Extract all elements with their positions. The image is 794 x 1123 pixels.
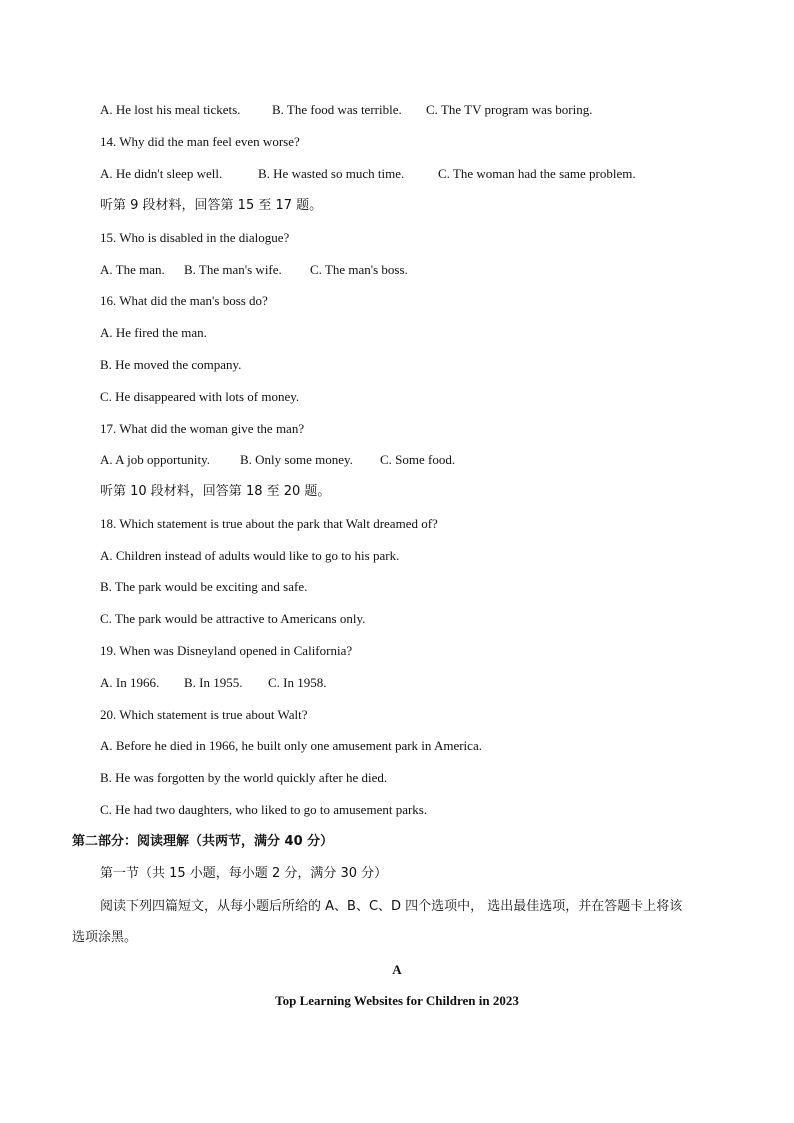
q16-option-b: B. He moved the company. <box>100 357 242 372</box>
q17-option-b: B. Only some money. <box>240 452 353 467</box>
q20-question: 20. Which statement is true about Walt? <box>100 707 308 722</box>
q20-option-a: A. Before he died in 1966, he built only one amusement park in America. <box>100 738 482 753</box>
section1-heading: 第一节（共 15 小题，每小题 2 分，满分 30 分） <box>100 866 388 881</box>
q14-question: 14. Why did the man feel even worse? <box>100 134 300 149</box>
q19-option-c: C. In 1958. <box>268 675 327 690</box>
q16-option-a: A. He fired the man. <box>100 325 207 340</box>
passage-title: Top Learning Websites for Children in 2023 <box>275 993 519 1008</box>
q18-question: 18. Which statement is true about the park that Walt dreamed of? <box>100 516 438 531</box>
section9-instruction: 听第 9 段材料，回答第 15 至 17 题。 <box>100 198 323 213</box>
q17-question: 17. What did the woman give the man? <box>100 421 305 436</box>
q15-options <box>100 261 408 279</box>
section10-instruction: 听第 10 段材料，回答第 18 至 20 题。 <box>100 484 331 499</box>
q13-option-b: B. The food was terrible. <box>272 102 402 117</box>
q19-option-b: B. In 1955. <box>184 675 243 690</box>
q18-option-c: C. The park would be attractive to Americans only. <box>100 611 366 626</box>
q19-question: 19. When was Disneyland opened in California? <box>100 643 353 658</box>
q19-options <box>100 674 327 692</box>
reading-instruction-line1: 阅读下列四篇短文，从每小题后所给的 A、B、C、D 四个选项中， 选出最佳选项，并在答题卡上将该 <box>100 899 683 914</box>
q15-option-c: C. The man's boss. <box>310 262 408 277</box>
q19-option-a: A. In 1966. <box>100 675 160 690</box>
q17-option-a: A. A job opportunity. <box>100 452 211 467</box>
passage-label: A <box>392 962 402 977</box>
q20-option-c: C. He had two daughters, who liked to go to amusement parks. <box>100 802 428 817</box>
reading-instruction-line2: 选项涂黑。 <box>72 930 138 945</box>
part2-heading: 第二部分：阅读理解（共两节，满分 40 分） <box>72 834 334 849</box>
q13-options <box>100 101 592 119</box>
q18-option-b: B. The park would be exciting and safe. <box>100 579 308 594</box>
q14-option-b: B. He wasted so much time. <box>258 166 405 181</box>
q15-question: 15. Who is disabled in the dialogue? <box>100 230 290 245</box>
q14-options <box>100 165 636 183</box>
q14-option-c: C. The woman had the same problem. <box>438 166 636 181</box>
q15-option-a: A. The man. <box>100 262 165 277</box>
q15-option-b: B. The man's wife. <box>184 262 282 277</box>
q17-options <box>100 451 455 469</box>
q18-option-a: A. Children instead of adults would like to go to his park. <box>100 548 400 563</box>
q20-option-b: B. He was forgotten by the world quickly after he died. <box>100 770 388 785</box>
q14-option-a: A. He didn't sleep well. <box>100 166 223 181</box>
q16-question: 16. What did the man's boss do? <box>100 293 268 308</box>
q17-option-c: C. Some food. <box>380 452 456 467</box>
q16-option-c: C. He disappeared with lots of money. <box>100 389 300 404</box>
q13-option-c: C. The TV program was boring. <box>426 102 593 117</box>
q13-option-a: A. He lost his meal tickets. <box>100 102 241 117</box>
